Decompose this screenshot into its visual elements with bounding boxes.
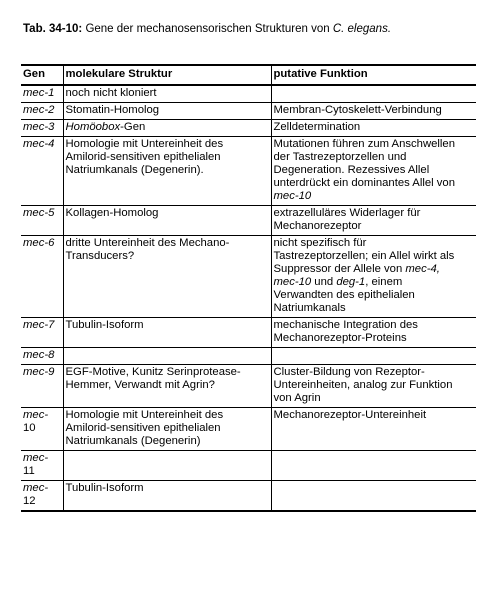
table-row bbox=[21, 365, 476, 408]
table-row bbox=[21, 137, 476, 206]
table-row bbox=[21, 206, 476, 236]
structure-cell bbox=[63, 348, 271, 365]
structure-cell bbox=[63, 451, 271, 481]
function-cell: Mechanorezeptor-Untereinheit bbox=[271, 408, 476, 451]
table-header-row bbox=[21, 65, 476, 85]
caption-text: Gene der mechanosensorischen Strukturen von bbox=[85, 23, 330, 35]
structure-cell: Stomatin-Homolog bbox=[63, 103, 271, 120]
function-cell bbox=[271, 348, 476, 365]
table-row bbox=[21, 120, 476, 137]
caption-label: Tab. 34-10: bbox=[23, 23, 83, 35]
function-cell: mechanische Integration des Mechanorezeptor-Proteins bbox=[271, 318, 476, 348]
header-gene: Gen bbox=[21, 65, 63, 85]
gene-cell: mec- 12 bbox=[21, 481, 63, 512]
structure-cell: Tubulin-Isoform bbox=[63, 318, 271, 348]
gene-cell: mec-4 bbox=[21, 137, 63, 206]
gene-cell: mec-6 bbox=[21, 236, 63, 318]
function-cell: Mutationen führen zum Anschwellen der Tastrezeptorzellen und Degeneration. Rezessives Allel unterdrückt ein dominantes Allel von mec-10 bbox=[271, 137, 476, 206]
gene-cell: mec-3 bbox=[21, 120, 63, 137]
structure-cell: Homöobox-Gen bbox=[63, 120, 271, 137]
table-row bbox=[21, 408, 476, 451]
table-row bbox=[21, 103, 476, 120]
header-structure: molekulare Struktur bbox=[63, 65, 271, 85]
table-caption bbox=[23, 23, 391, 36]
gene-table bbox=[21, 64, 476, 512]
table-row bbox=[21, 236, 476, 318]
table-row bbox=[21, 451, 476, 481]
function-cell: nicht spezifisch für Tastrezeptorzellen; ein Allel wirkt als Suppressor der Allele von mec-4, mec-10 und deg-1, einem Verwandten des epithelialen Natriumkanals bbox=[271, 236, 476, 318]
gene-cell: mec- 10 bbox=[21, 408, 63, 451]
structure-cell: dritte Untereinheit des Mechano- Transducers? bbox=[63, 236, 271, 318]
function-cell bbox=[271, 481, 476, 512]
header-function: putative Funktion bbox=[271, 65, 476, 85]
structure-cell: Kollagen-Homolog bbox=[63, 206, 271, 236]
function-cell: extrazelluläres Widerlager für Mechanorezeptor bbox=[271, 206, 476, 236]
structure-cell: Homologie mit Untereinheit des Amilorid-sensitiven epithelialen Natriumkanals (Degenerin). bbox=[63, 137, 271, 206]
gene-cell: mec-8 bbox=[21, 348, 63, 365]
gene-cell: mec-1 bbox=[21, 85, 63, 103]
gene-cell: mec-7 bbox=[21, 318, 63, 348]
gene-cell: mec- 11 bbox=[21, 451, 63, 481]
caption-species: C. elegans. bbox=[332, 23, 392, 35]
table-row bbox=[21, 481, 476, 512]
structure-cell: Homologie mit Untereinheit des Amilorid-sensitiven epithelialen Natriumkanals (Degenerin) bbox=[63, 408, 271, 451]
table-row bbox=[21, 318, 476, 348]
table-row bbox=[21, 85, 476, 103]
structure-cell: EGF-Motive, Kunitz Serinprotease- Hemmer, Verwandt mit Agrin? bbox=[63, 365, 271, 408]
function-cell: Zelldetermination bbox=[271, 120, 476, 137]
function-cell: Membran-Cytoskelett-Verbindung bbox=[271, 103, 476, 120]
table-row bbox=[21, 348, 476, 365]
structure-cell: noch nicht kloniert bbox=[63, 85, 271, 103]
gene-cell: mec-2 bbox=[21, 103, 63, 120]
gene-cell: mec-5 bbox=[21, 206, 63, 236]
function-cell: Cluster-Bildung von Rezeptor- Untereinheiten, analog zur Funktion von Agrin bbox=[271, 365, 476, 408]
function-cell bbox=[271, 451, 476, 481]
structure-cell: Tubulin-Isoform bbox=[63, 481, 271, 512]
function-cell bbox=[271, 85, 476, 103]
gene-cell: mec-9 bbox=[21, 365, 63, 408]
